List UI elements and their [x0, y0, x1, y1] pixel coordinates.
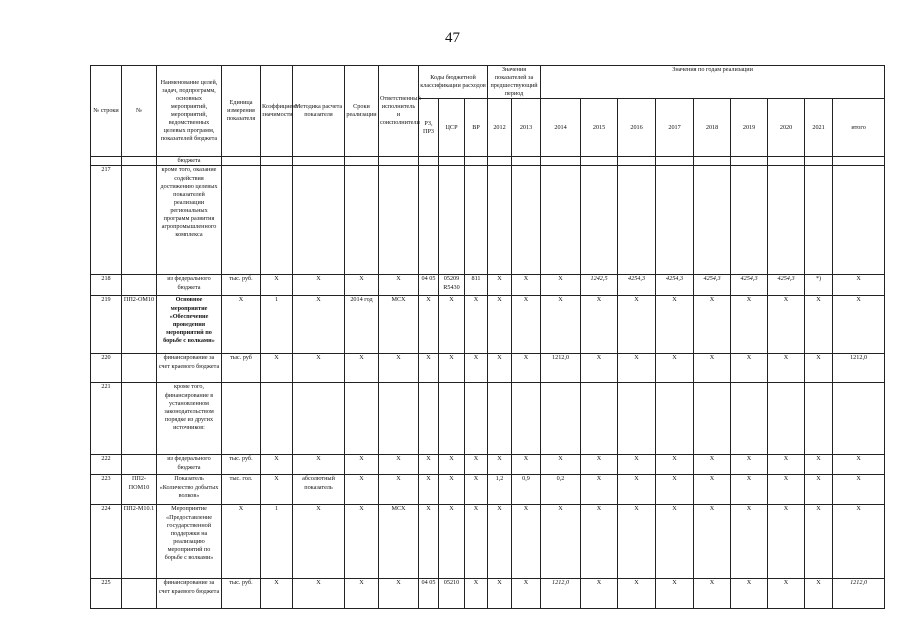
- row-csr: X: [439, 354, 465, 383]
- row-2019: [731, 383, 768, 455]
- row-vr: X: [465, 505, 488, 579]
- row-2017: 4254,3: [656, 275, 694, 296]
- row-2013: X: [512, 579, 541, 609]
- row-terms: X: [345, 455, 379, 475]
- row-total: [833, 166, 885, 275]
- header-prev-2013: 2013: [512, 99, 541, 157]
- row-2019: X: [731, 579, 768, 609]
- row-2017: [656, 166, 694, 275]
- row-vr: X: [465, 455, 488, 475]
- row-number: 221: [91, 383, 122, 455]
- row-number: 217: [91, 166, 122, 275]
- row-coef: X: [261, 455, 293, 475]
- row-total: X: [833, 505, 885, 579]
- row-unit: X: [222, 505, 261, 579]
- row-2020: X: [768, 579, 805, 609]
- row-terms: [345, 383, 379, 455]
- table-row-222: [91, 455, 885, 475]
- header-year-2017: 2017: [656, 99, 694, 157]
- row-number: 222: [91, 455, 122, 475]
- row-2021: X: [805, 296, 833, 354]
- row-2019: X: [731, 505, 768, 579]
- row-method: [293, 383, 345, 455]
- row-2012: X: [488, 354, 512, 383]
- row-2018: 4254,3: [694, 275, 731, 296]
- row-rz: [419, 383, 439, 455]
- row-vr: [465, 166, 488, 275]
- row-2018: [694, 166, 731, 275]
- row-total: [833, 383, 885, 455]
- row-2020: X: [768, 354, 805, 383]
- row-resp: МСХ: [379, 505, 419, 579]
- row-2015: 1242,5: [581, 275, 618, 296]
- row-code: [122, 383, 157, 455]
- table-row-219: [91, 296, 885, 354]
- table-row-224: [91, 505, 885, 579]
- row-rz: 04 05: [419, 579, 439, 609]
- row-2012: X: [488, 455, 512, 475]
- row-method: X: [293, 579, 345, 609]
- header-year-2019: 2019: [731, 99, 768, 157]
- row-2017: X: [656, 455, 694, 475]
- row-rz: X: [419, 455, 439, 475]
- row-unit: тыс. руб: [222, 354, 261, 383]
- row-terms: 2014 год: [345, 296, 379, 354]
- header-row-no: № строки: [91, 66, 122, 157]
- row-number: 223: [91, 475, 122, 505]
- row-2017: X: [656, 505, 694, 579]
- row-2014: 1212,0: [541, 579, 581, 609]
- header-prev-2012: 2012: [488, 99, 512, 157]
- row-2014: [541, 166, 581, 275]
- table-row-221: [91, 383, 885, 455]
- row-resp: X: [379, 475, 419, 505]
- row-2015: X: [581, 475, 618, 505]
- row-csr: X: [439, 296, 465, 354]
- header-terms: Сроки реализации: [345, 66, 379, 157]
- header-code-rz: РЗ, ПР3: [419, 99, 439, 157]
- row-2018: X: [694, 455, 731, 475]
- row-vr: X: [465, 296, 488, 354]
- row-2015: [581, 383, 618, 455]
- continued-name-fragment: бюджета: [157, 157, 222, 166]
- row-2012: [488, 166, 512, 275]
- header-total: итого: [833, 99, 885, 157]
- row-2015: X: [581, 296, 618, 354]
- row-rz: 04 05: [419, 275, 439, 296]
- row-2020: X: [768, 296, 805, 354]
- row-2014: 1212,0: [541, 354, 581, 383]
- row-2015: X: [581, 455, 618, 475]
- header-responsible: Ответственный исполнитель и соисполнители: [379, 66, 419, 157]
- row-2021: [805, 383, 833, 455]
- row-2018: [694, 383, 731, 455]
- row-name: финансирование за счет краевого бюджета: [157, 354, 222, 383]
- table-row-220: [91, 354, 885, 383]
- row-name: Показатель «Количество добытых волков»: [157, 475, 222, 505]
- row-resp: X: [379, 275, 419, 296]
- row-2015: X: [581, 354, 618, 383]
- header-year-2018: 2018: [694, 99, 731, 157]
- table-row-217: [91, 166, 885, 275]
- row-number: 224: [91, 505, 122, 579]
- row-code: ПП2-М10.1: [122, 505, 157, 579]
- row-resp: [379, 166, 419, 275]
- row-2021: X: [805, 579, 833, 609]
- row-name: финансирование за счет краевого бюджета: [157, 579, 222, 609]
- row-total: X: [833, 455, 885, 475]
- table-row-225: [91, 579, 885, 609]
- row-terms: X: [345, 505, 379, 579]
- row-2016: X: [618, 455, 656, 475]
- row-2017: X: [656, 296, 694, 354]
- header-year-2021: 2021: [805, 99, 833, 157]
- header-budget-codes: Коды бюджетной классификации расходов: [419, 66, 488, 99]
- row-code: [122, 579, 157, 609]
- row-2014: [541, 383, 581, 455]
- row-csr: 05209 R5430: [439, 275, 465, 296]
- row-2017: X: [656, 579, 694, 609]
- row-method: X: [293, 354, 345, 383]
- row-2020: 4254,3: [768, 275, 805, 296]
- row-2015: [581, 166, 618, 275]
- row-coef: X: [261, 354, 293, 383]
- row-2017: [656, 383, 694, 455]
- row-total: X: [833, 475, 885, 505]
- row-method: X: [293, 505, 345, 579]
- row-2016: X: [618, 475, 656, 505]
- row-unit: тыс. руб.: [222, 275, 261, 296]
- row-method: X: [293, 275, 345, 296]
- row-2019: X: [731, 354, 768, 383]
- row-2016: X: [618, 505, 656, 579]
- row-2014: X: [541, 505, 581, 579]
- row-2017: X: [656, 475, 694, 505]
- row-2018: X: [694, 354, 731, 383]
- row-code: [122, 166, 157, 275]
- table-row-218: [91, 275, 885, 296]
- header-previous-period: Значения показателей за предшествующий период: [488, 66, 541, 99]
- row-2021: X: [805, 505, 833, 579]
- row-2012: 1,2: [488, 475, 512, 505]
- header-no: №: [122, 66, 157, 157]
- header-code-vr: ВР: [465, 99, 488, 157]
- row-2019: 4254,3: [731, 275, 768, 296]
- row-total: 1212,0: [833, 354, 885, 383]
- row-csr: [439, 166, 465, 275]
- row-2016: [618, 166, 656, 275]
- row-vr: X: [465, 354, 488, 383]
- row-name: Мероприятие «Предоставление государственной поддержки на реализацию мероприятий по борьбе с волками»: [157, 505, 222, 579]
- row-resp: МСХ: [379, 296, 419, 354]
- row-method: X: [293, 455, 345, 475]
- row-2014: X: [541, 296, 581, 354]
- row-vr: 811: [465, 275, 488, 296]
- row-coef: X: [261, 579, 293, 609]
- row-name: кроме того, оказание содействия достижению целевых показателей реализации региональных программ развития агропромышленного комплекса: [157, 166, 222, 275]
- row-name: из федерального бюджета: [157, 275, 222, 296]
- row-name: кроме того, финансирование в установленном законодательством порядке из других источников:: [157, 383, 222, 455]
- row-method: абсолютный показатель: [293, 475, 345, 505]
- row-2018: X: [694, 296, 731, 354]
- row-2013: X: [512, 455, 541, 475]
- row-unit: X: [222, 296, 261, 354]
- row-unit: тыс. гол.: [222, 475, 261, 505]
- row-method: X: [293, 296, 345, 354]
- row-2020: [768, 166, 805, 275]
- row-2016: 4254,3: [618, 275, 656, 296]
- row-2015: X: [581, 579, 618, 609]
- row-vr: [465, 383, 488, 455]
- row-csr: X: [439, 505, 465, 579]
- indicators-table: [90, 65, 885, 609]
- row-2013: X: [512, 505, 541, 579]
- page-number: 47: [445, 30, 460, 46]
- row-coef: X: [261, 275, 293, 296]
- row-2013: X: [512, 354, 541, 383]
- row-2012: X: [488, 296, 512, 354]
- row-2012: [488, 383, 512, 455]
- row-coef: [261, 383, 293, 455]
- row-2012: X: [488, 505, 512, 579]
- row-2012: X: [488, 275, 512, 296]
- row-name: Основное мероприятие «Обеспечение проведения мероприятий по борьбе с волками»: [157, 296, 222, 354]
- row-2013: X: [512, 275, 541, 296]
- row-total: X: [833, 275, 885, 296]
- row-rz: X: [419, 354, 439, 383]
- row-rz: X: [419, 475, 439, 505]
- row-2020: X: [768, 505, 805, 579]
- row-2016: X: [618, 579, 656, 609]
- row-method: [293, 166, 345, 275]
- row-number: 218: [91, 275, 122, 296]
- row-rz: [419, 166, 439, 275]
- row-terms: X: [345, 354, 379, 383]
- row-coef: 1: [261, 505, 293, 579]
- row-2017: X: [656, 354, 694, 383]
- row-unit: [222, 166, 261, 275]
- row-code: [122, 455, 157, 475]
- row-vr: X: [465, 579, 488, 609]
- row-2018: X: [694, 475, 731, 505]
- row-code: [122, 354, 157, 383]
- row-terms: [345, 166, 379, 275]
- row-csr: X: [439, 455, 465, 475]
- row-resp: X: [379, 354, 419, 383]
- row-number: 220: [91, 354, 122, 383]
- row-terms: X: [345, 579, 379, 609]
- row-code: [122, 275, 157, 296]
- row-2014: 0,2: [541, 475, 581, 505]
- header-name: Наименование целей, задач, подпрограмм, основных мероприятий, мероприятий, ведомственных целевых программ, показателей бюджета: [157, 66, 222, 157]
- row-2021: X: [805, 475, 833, 505]
- row-code: ПП2-ОМ10: [122, 296, 157, 354]
- row-2013: [512, 166, 541, 275]
- row-terms: X: [345, 275, 379, 296]
- header-unit: Единица измерения показателя: [222, 66, 261, 157]
- row-2014: X: [541, 455, 581, 475]
- row-coef: 1: [261, 296, 293, 354]
- row-2016: X: [618, 354, 656, 383]
- row-unit: тыс. руб.: [222, 579, 261, 609]
- header-year-2014: 2014: [541, 99, 581, 157]
- row-2020: X: [768, 475, 805, 505]
- row-total: 1212,0: [833, 579, 885, 609]
- header-method: Методика расчета показателя: [293, 66, 345, 157]
- row-coef: X: [261, 475, 293, 505]
- row-2018: X: [694, 579, 731, 609]
- row-resp: X: [379, 579, 419, 609]
- row-name: из федерального бюджета: [157, 455, 222, 475]
- table-row-223: [91, 475, 885, 505]
- row-2021: [805, 166, 833, 275]
- row-code: ПП2-ПОМ10: [122, 475, 157, 505]
- row-rz: X: [419, 505, 439, 579]
- row-2019: X: [731, 455, 768, 475]
- row-csr: [439, 383, 465, 455]
- row-resp: X: [379, 455, 419, 475]
- row-2016: X: [618, 296, 656, 354]
- row-csr: X: [439, 475, 465, 505]
- row-number: 219: [91, 296, 122, 354]
- row-2015: X: [581, 505, 618, 579]
- row-2021: X: [805, 455, 833, 475]
- header-year-2016: 2016: [618, 99, 656, 157]
- row-2021: *): [805, 275, 833, 296]
- row-2019: X: [731, 296, 768, 354]
- row-2020: [768, 383, 805, 455]
- row-2013: [512, 383, 541, 455]
- row-csr: 05210: [439, 579, 465, 609]
- row-total: X: [833, 296, 885, 354]
- row-2020: X: [768, 455, 805, 475]
- row-coef: [261, 166, 293, 275]
- row-2018: X: [694, 505, 731, 579]
- row-rz: X: [419, 296, 439, 354]
- header-year-2015: 2015: [581, 99, 618, 157]
- row-unit: [222, 383, 261, 455]
- row-vr: X: [465, 475, 488, 505]
- row-2012: X: [488, 579, 512, 609]
- row-unit: тыс. руб.: [222, 455, 261, 475]
- header-coef: Коэффициент значимости: [261, 66, 293, 157]
- row-resp: [379, 383, 419, 455]
- row-2021: X: [805, 354, 833, 383]
- row-2013: 0,9: [512, 475, 541, 505]
- row-2019: [731, 166, 768, 275]
- row-terms: X: [345, 475, 379, 505]
- row-2013: X: [512, 296, 541, 354]
- row-2014: X: [541, 275, 581, 296]
- row-2016: [618, 383, 656, 455]
- row-2019: X: [731, 475, 768, 505]
- header-years-title: Значения по годам реализации: [541, 66, 885, 99]
- row-number: 225: [91, 579, 122, 609]
- header-code-csr: ЦСР: [439, 99, 465, 157]
- header-year-2020: 2020: [768, 99, 805, 157]
